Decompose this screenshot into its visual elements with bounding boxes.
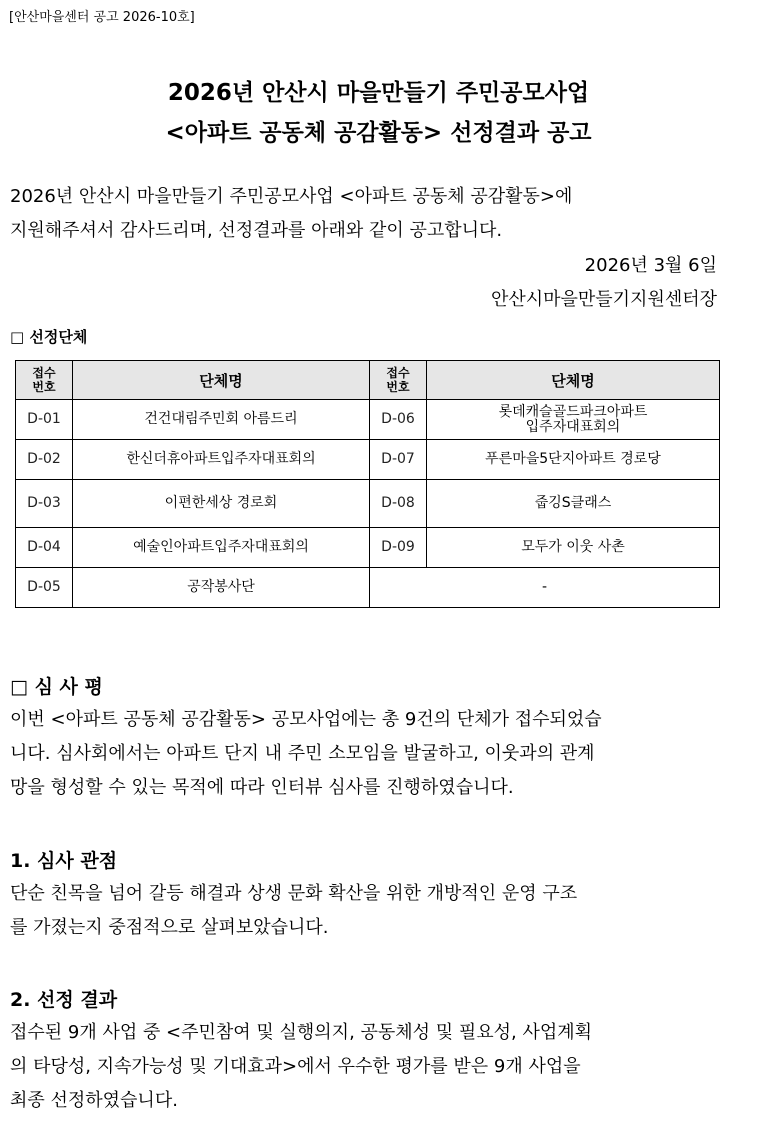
receipt-number: D-07 (370, 440, 427, 480)
table-row (16, 400, 720, 440)
receipt-number: D-05 (16, 568, 73, 608)
viewpoint-heading: 1. 심사 관점 (10, 850, 118, 872)
result-line-3: 최종 선정하였습니다. (10, 1090, 178, 1111)
receipt-number: D-09 (370, 528, 427, 568)
group-name-line-1: 롯데캐슬골드파크아파트 (498, 403, 648, 420)
result-line-2: 의 타당성, 지속가능성 및 기대효과>에서 우수한 평가를 받은 9개 사업을 (10, 1056, 581, 1077)
receipt-number: D-02 (16, 440, 73, 480)
group-name: 모두가 이웃 사촌 (427, 528, 720, 568)
table-header-row (16, 361, 720, 400)
intro-paragraph (10, 180, 718, 248)
review-line-1: 이번 <아파트 공동체 공감활동> 공모사업에는 총 9건의 단체가 접수되었습 (10, 709, 602, 730)
selected-groups-table (15, 360, 720, 608)
result-heading: 2. 선정 결과 (10, 989, 118, 1011)
notice-date: 2026년 3월 6일 (584, 255, 717, 276)
receipt-number: D-03 (16, 480, 73, 528)
group-name: 건건대림주민회 아름드리 (73, 400, 370, 440)
viewpoint-line-1: 단순 친목을 넘어 갈등 해결과 상생 문화 확산을 위한 개방적인 운영 구조 (10, 883, 578, 904)
header-num-line-2: 번호 (386, 380, 410, 394)
receipt-number: D-08 (370, 480, 427, 528)
issuer-name: 안산시마을만들기지원센터장 (490, 289, 717, 310)
header-num-line-1: 접수 (32, 366, 56, 380)
selected-groups-heading: □ 선정단체 (10, 328, 88, 346)
group-name: 한신더휴아파트입주자대표회의 (73, 440, 370, 480)
result-paragraph (10, 1016, 718, 1118)
review-line-3: 망을 형성할 수 있는 목적에 따라 인터뷰 심사를 진행하였습니다. (10, 777, 514, 798)
group-name-line-2: 입주자대표회의 (525, 418, 621, 435)
header-receipt-number (16, 361, 73, 400)
review-line-2: 니다. 심사회에서는 아파트 단지 내 주민 소모임을 발굴하고, 이웃과의 관계 (10, 743, 595, 764)
receipt-number: D-06 (370, 400, 427, 440)
table-row (16, 440, 720, 480)
viewpoint-paragraph (10, 877, 718, 945)
receipt-number: D-04 (16, 528, 73, 568)
review-heading: □ 심 사 평 (10, 676, 103, 698)
group-name: 예술인아파트입주자대표회의 (73, 528, 370, 568)
header-receipt-number (370, 361, 427, 400)
group-name: 푸른마을5단지아파트 경로당 (427, 440, 720, 480)
header-group-name: 단체명 (427, 361, 720, 400)
header-num-line-2: 번호 (32, 380, 56, 394)
table-row (16, 568, 720, 608)
notice-number: [안산마을센터 공고 2026-10호] (9, 10, 195, 25)
intro-line-2: 지원해주셔서 감사드리며, 선정결과를 아래와 같이 공고합니다. (10, 220, 503, 241)
result-line-1: 접수된 9개 사업 중 <주민참여 및 실행의지, 공동체성 및 필요성, 사업계획 (10, 1022, 593, 1043)
group-name: 줍깅S클래스 (427, 480, 720, 528)
title-line-2: <아파트 공동체 공감활동> 선정결과 공고 (165, 120, 592, 146)
header-group-name: 단체명 (73, 361, 370, 400)
receipt-number: D-01 (16, 400, 73, 440)
review-paragraph (10, 703, 718, 805)
group-name (427, 400, 720, 440)
intro-line-1: 2026년 안산시 마을만들기 주민공모사업 <아파트 공동체 공감활동>에 (10, 186, 573, 207)
title-line-1: 2026년 안산시 마을만들기 주민공모사업 (167, 80, 590, 106)
empty-cell-dash: - (370, 568, 720, 608)
group-name: 공작봉사단 (73, 568, 370, 608)
table-row (16, 528, 720, 568)
table-row (16, 480, 720, 528)
viewpoint-line-2: 를 가졌는지 중점적으로 살펴보았습니다. (10, 917, 329, 938)
header-num-line-1: 접수 (386, 366, 410, 380)
group-name: 이편한세상 경로회 (73, 480, 370, 528)
